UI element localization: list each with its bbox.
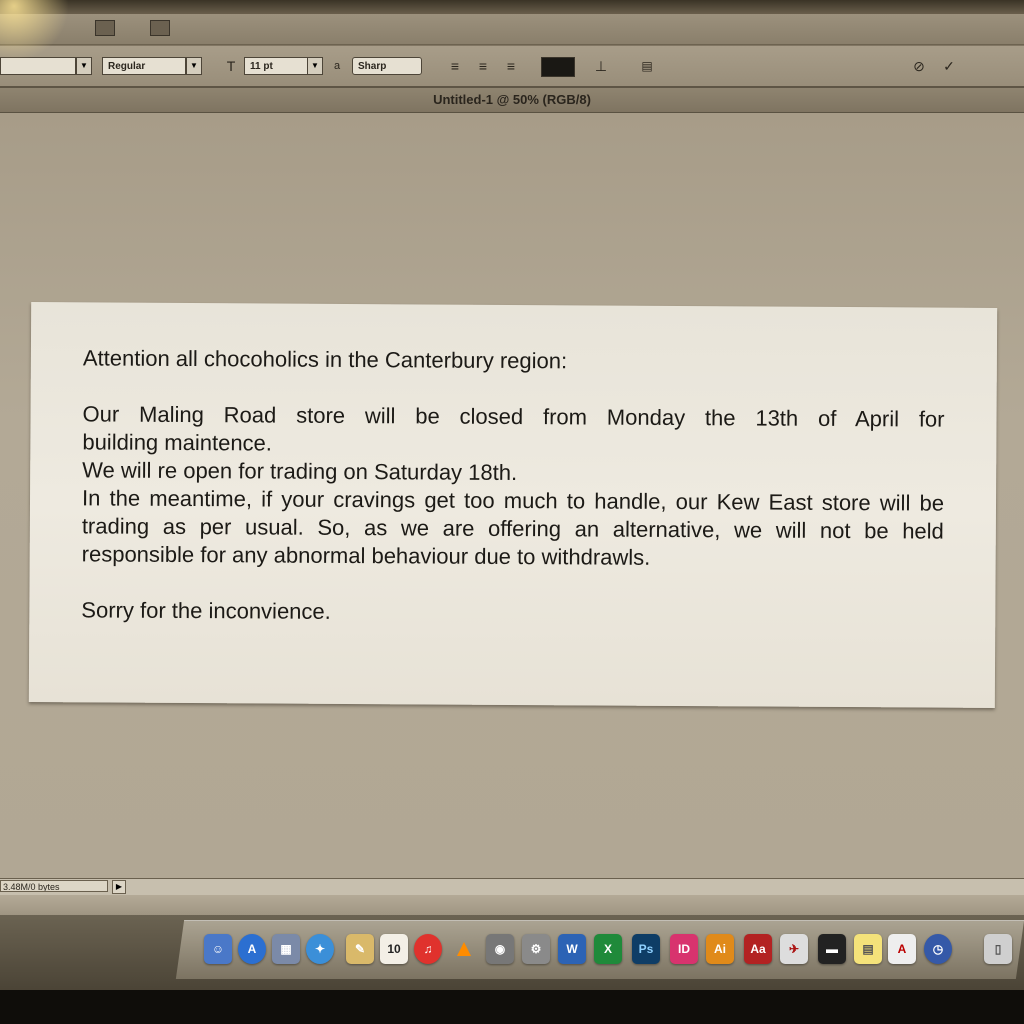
application-bar xyxy=(0,14,1024,45)
screen-mode-icon[interactable] xyxy=(150,20,170,36)
acrobat-label: A xyxy=(897,942,907,956)
font-style-field[interactable]: Regular xyxy=(102,57,186,75)
warp-text-icon[interactable]: ⊥ xyxy=(594,58,608,74)
align-right-icon[interactable]: ≡ xyxy=(506,58,516,74)
safari-icon[interactable]: ✦ xyxy=(306,934,334,964)
document-size-info[interactable]: 3.48M/0 bytes xyxy=(0,880,108,892)
preview-icon[interactable]: ▦ xyxy=(272,934,300,964)
stickies-icon[interactable]: ▤ xyxy=(854,934,882,964)
finder-icon[interactable]: ☺ xyxy=(204,934,232,964)
notice-paragraph-3: In the meantime, if your cravings get too much to handle, our Kew East store will be trading as per usual. So, as we are offering an alternative, we will not be held responsible for any abnormal behaviour due to withdrawls. xyxy=(81,485,945,570)
character-panel-icon[interactable]: ▤ xyxy=(641,59,653,73)
light-glare xyxy=(0,0,70,60)
notes-icon[interactable]: ✎ xyxy=(346,934,374,964)
document-canvas[interactable] xyxy=(29,302,997,708)
notice-paragraph-2: We will re open for trading on Saturday 18th. xyxy=(82,457,518,486)
antialias-icon xyxy=(328,58,346,74)
illustrator-label: Ai xyxy=(714,942,726,956)
system-preferences-icon[interactable]: ⚙ xyxy=(522,934,550,964)
calendar-icon[interactable] xyxy=(380,934,408,964)
antialias-label: a xyxy=(333,60,341,72)
status-menu-arrow-icon[interactable]: ▶ xyxy=(112,880,126,894)
dictionary-icon[interactable] xyxy=(744,934,772,964)
notice-text-layer[interactable] xyxy=(81,344,945,629)
calendar-date: 10 xyxy=(387,942,401,956)
indesign-label: ID xyxy=(678,942,690,956)
photoshop-icon[interactable] xyxy=(632,934,660,964)
word-icon[interactable] xyxy=(558,934,586,964)
itunes-icon[interactable]: ♫ xyxy=(414,934,442,964)
notice-closing: Sorry for the inconvience. xyxy=(81,597,331,624)
excel-label: X xyxy=(603,942,612,956)
status-bar xyxy=(0,878,1024,895)
indesign-icon[interactable] xyxy=(670,934,698,964)
document-tab[interactable] xyxy=(0,88,1024,113)
acrobat-icon[interactable] xyxy=(888,934,916,964)
menu-bar xyxy=(0,0,1024,14)
photoshop-label: Ps xyxy=(638,942,654,956)
font-book-icon[interactable]: ✈ xyxy=(780,934,808,964)
terminal-icon[interactable]: ▬ xyxy=(818,934,846,964)
dictionary-label: Aa xyxy=(750,942,766,956)
arrange-documents-icon[interactable] xyxy=(95,20,115,36)
text-color-swatch[interactable] xyxy=(541,57,575,77)
notice-paragraph-1-line-1: Our Maling Road store will be closed from Monday the 13th of April for xyxy=(82,401,945,432)
illustrator-icon[interactable] xyxy=(706,934,734,964)
notice-paragraph-1-line-2: building maintence. xyxy=(82,429,273,456)
cancel-icon[interactable]: ⊘ xyxy=(913,58,925,74)
word-label: W xyxy=(566,942,578,956)
vlc-icon[interactable]: ▲ xyxy=(452,935,476,962)
time-machine-icon[interactable]: ◷ xyxy=(924,934,952,964)
align-left-icon[interactable]: ≡ xyxy=(450,58,460,74)
notice-heading: Attention all chocoholics in the Canterbury region: xyxy=(82,345,568,374)
antialias-select[interactable]: Sharp xyxy=(352,57,422,75)
horizontal-scrollbar[interactable] xyxy=(0,895,1024,915)
app-store-icon[interactable]: A xyxy=(238,934,266,964)
monitor-bezel xyxy=(0,990,1024,1024)
font-size-icon: T xyxy=(226,58,236,74)
font-size-field[interactable]: 11 pt xyxy=(244,57,308,75)
font-style-dropdown[interactable]: ▼ xyxy=(186,57,202,75)
documents-stack-icon[interactable]: ▯ xyxy=(984,934,1012,964)
font-size-dropdown[interactable]: ▼ xyxy=(307,57,323,75)
document-title: Untitled-1 @ 50% (RGB/8) xyxy=(433,92,591,107)
excel-icon[interactable] xyxy=(594,934,622,964)
commit-checkmark-icon[interactable]: ✓ xyxy=(943,58,955,74)
image-capture-icon[interactable]: ◉ xyxy=(486,934,514,964)
align-center-icon[interactable]: ≡ xyxy=(478,58,488,74)
font-family-dropdown[interactable]: ▼ xyxy=(76,57,92,75)
type-options-bar xyxy=(0,46,1024,88)
